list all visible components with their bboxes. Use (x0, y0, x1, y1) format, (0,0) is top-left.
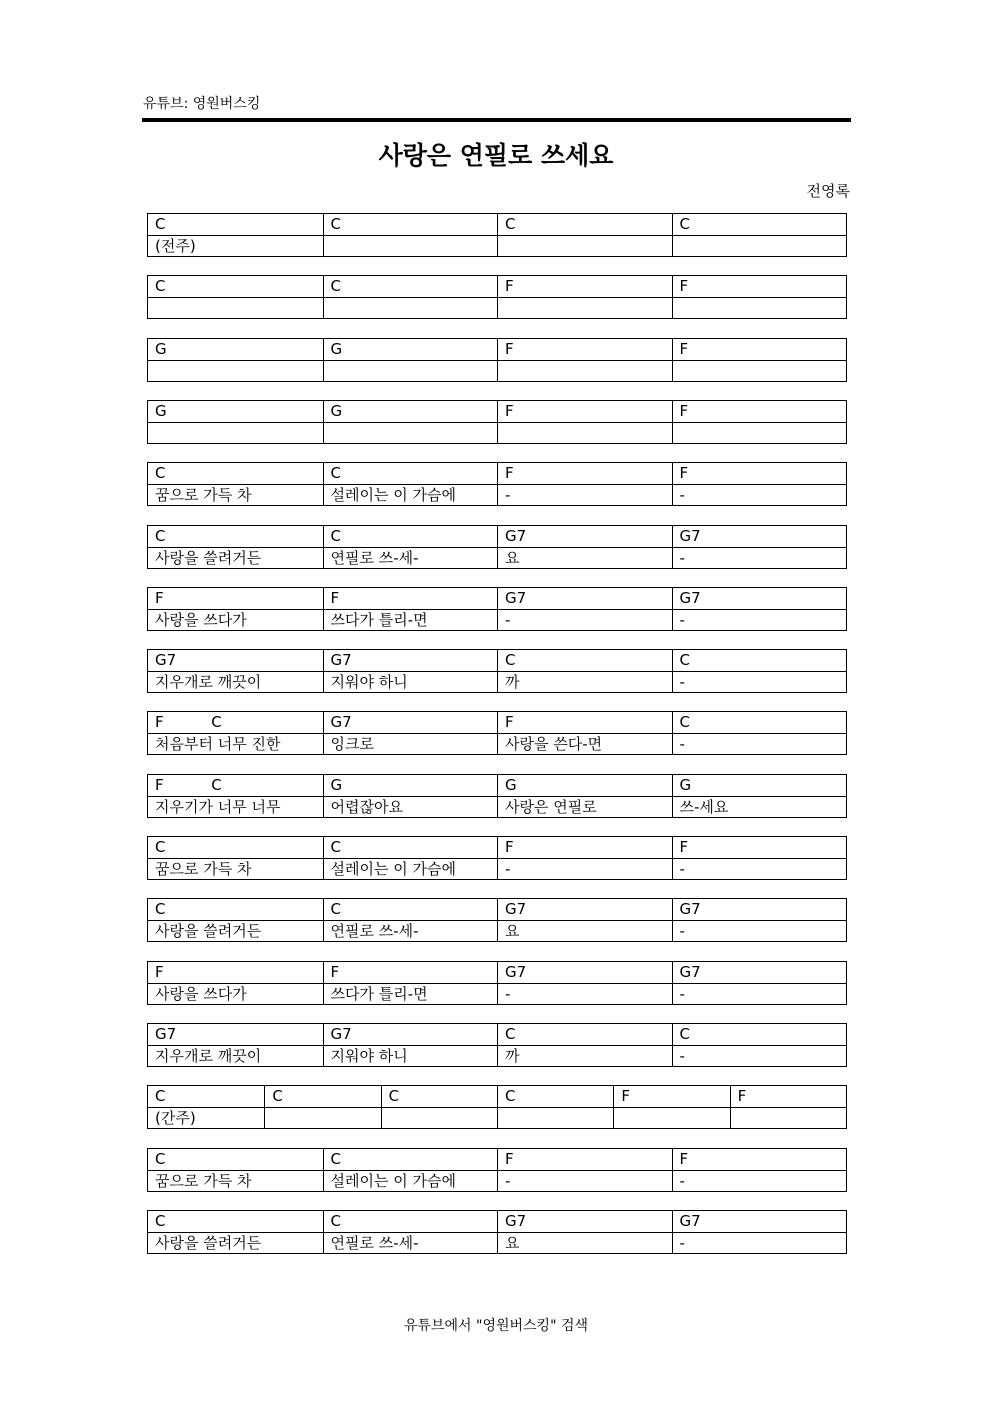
lyric-cell: 지우개로 깨끗이 (148, 671, 323, 692)
chord-cell: F C (155, 776, 222, 794)
lyric-cell (613, 1107, 729, 1128)
lyric-cell (148, 422, 323, 443)
chord-row (147, 961, 847, 1005)
chord-cell: C (323, 899, 498, 920)
lyric-cell (264, 1107, 380, 1128)
lyric-cell: 어렵잖아요 (323, 796, 498, 817)
chord-cell: F (497, 712, 672, 733)
chord-cell: G7 (497, 962, 672, 983)
chord-cell: G (672, 775, 847, 796)
chord-cell: F (730, 1086, 846, 1107)
chord-cell: C (155, 1150, 166, 1168)
lyric-cell: 사랑을 쓰다가 (148, 983, 323, 1004)
lyric-cell: 꿈으로 가득 차 (148, 484, 323, 505)
lyric-cell: - (497, 983, 672, 1004)
chord-row (147, 649, 847, 693)
chord-row (147, 525, 847, 569)
chord-row (147, 275, 847, 319)
lyric-cell: 요 (497, 1232, 672, 1253)
lyric-cell: 잉크로 (323, 733, 498, 754)
lyric-cell: 처음부터 너무 진한 (148, 733, 323, 754)
chord-row (147, 1148, 847, 1192)
chord-cell: G7 (155, 1025, 177, 1043)
chord-cell: G7 (323, 712, 498, 733)
lyric-cell: 지워야 하니 (323, 1045, 498, 1066)
chord-cell: C (323, 463, 498, 484)
chord-cell: F (613, 1086, 729, 1107)
lyric-cell: 사랑을 쓸려거든 (148, 1232, 323, 1253)
chord-cell: G7 (155, 651, 177, 669)
song-title: 사랑은 연필로 쓰세요 (378, 141, 614, 170)
chord-cell: G (155, 402, 167, 420)
lyric-cell: 사랑을 쓸려거든 (148, 547, 323, 568)
lyric-cell: - (672, 983, 847, 1004)
chord-cell: C (323, 276, 498, 297)
chord-cell: F (672, 463, 847, 484)
lyric-cell: 사랑을 쓸려거든 (148, 920, 323, 941)
chord-row (147, 836, 847, 880)
lyric-cell: - (497, 858, 672, 879)
chord-cell: C (155, 464, 166, 482)
chord-cell: G7 (323, 1024, 498, 1045)
lyric-cell: - (672, 547, 847, 568)
chord-cell: C (497, 214, 672, 235)
chord-row (147, 774, 847, 818)
chord-cell: G (323, 339, 498, 360)
lyric-cell (497, 422, 672, 443)
chord-cell: C (381, 1086, 497, 1107)
chord-row (147, 338, 847, 382)
chord-cell: G7 (323, 650, 498, 671)
lyric-cell (323, 297, 498, 318)
lyric-cell (672, 360, 847, 381)
chord-cell: F (497, 339, 672, 360)
chord-row (147, 1085, 847, 1129)
lyric-cell: 사랑을 쓴다-면 (497, 733, 672, 754)
chord-cell: F (497, 837, 672, 858)
footer-text: 유튜브에서 "영원버스킹" 검색 (403, 1318, 589, 1334)
chord-cell: C (155, 215, 166, 233)
lyric-cell: 지우개로 깨끗이 (148, 1045, 323, 1066)
chord-row (147, 898, 847, 942)
chord-cell: G7 (497, 526, 672, 547)
chord-cell: F (155, 589, 164, 607)
lyric-cell: - (672, 1232, 847, 1253)
lyric-cell (497, 235, 672, 256)
chord-cell: C (155, 277, 166, 295)
lyric-cell: 설레이는 이 가슴에 (323, 484, 498, 505)
lyric-cell: - (672, 609, 847, 630)
chord-cell: G7 (672, 962, 847, 983)
lyric-cell: - (672, 920, 847, 941)
lyric-cell: 지우기가 너무 너무 (148, 796, 323, 817)
chord-cell: F (497, 1149, 672, 1170)
chord-cell: F (323, 962, 498, 983)
channel-header: 유튜브: 영원버스킹 (143, 96, 261, 112)
chord-cell: F (323, 588, 498, 609)
lyric-cell: 요 (497, 547, 672, 568)
lyric-cell (323, 235, 498, 256)
chord-cell: C (264, 1086, 380, 1107)
chord-cell: C (672, 650, 847, 671)
lyric-cell: - (497, 1170, 672, 1191)
chord-cell: G7 (672, 1211, 847, 1232)
lyric-cell: - (672, 858, 847, 879)
lyric-cell (497, 360, 672, 381)
chord-cell: C (497, 1024, 672, 1045)
chord-cell: F (672, 276, 847, 297)
chord-cell: G (497, 775, 672, 796)
lyric-cell: 연필로 쓰-세- (323, 920, 498, 941)
lyric-cell: 까 (497, 1045, 672, 1066)
lyric-cell (148, 297, 323, 318)
lyric-cell: 꿈으로 가득 차 (148, 858, 323, 879)
lyric-cell: - (672, 671, 847, 692)
chord-cell: F (497, 276, 672, 297)
lyric-cell: - (672, 733, 847, 754)
chord-cell: G (323, 775, 498, 796)
chord-cell: C (155, 527, 166, 545)
lyric-cell (730, 1107, 846, 1128)
lyric-cell: 연필로 쓰-세- (323, 1232, 498, 1253)
chord-cell: G7 (497, 899, 672, 920)
lyric-cell: 꿈으로 가득 차 (148, 1170, 323, 1191)
chord-cell: C (672, 1024, 847, 1045)
lyric-cell (672, 297, 847, 318)
chord-cell: C (155, 1212, 166, 1230)
chord-cell: G (323, 401, 498, 422)
lyric-cell: 지워야 하니 (323, 671, 498, 692)
chord-row (147, 587, 847, 631)
chord-cell: F C (155, 713, 222, 731)
chord-cell: C (323, 526, 498, 547)
lyric-cell: 사랑을 쓰다가 (148, 609, 323, 630)
lyric-cell (497, 297, 672, 318)
chord-cell: F (672, 837, 847, 858)
lyric-cell: - (672, 484, 847, 505)
chord-cell: C (323, 214, 498, 235)
chord-row (147, 400, 847, 444)
lyric-cell: - (672, 1045, 847, 1066)
lyric-cell: 까 (497, 671, 672, 692)
chord-row (147, 711, 847, 755)
lyric-cell (323, 422, 498, 443)
chord-cell: F (155, 963, 164, 981)
lyric-cell (148, 360, 323, 381)
chord-cell: C (497, 1086, 613, 1107)
chord-cell: C (155, 1087, 166, 1105)
lyric-cell: 쓰다가 틀리-면 (323, 983, 498, 1004)
chord-cell: C (672, 712, 847, 733)
chord-row (147, 1023, 847, 1067)
lyric-cell: - (497, 484, 672, 505)
lyric-cell: 사랑은 연필로 (497, 796, 672, 817)
chord-row (147, 1210, 847, 1254)
chord-cell: C (672, 214, 847, 235)
chord-cell: F (497, 463, 672, 484)
lyric-cell (497, 1107, 613, 1128)
chord-row (147, 462, 847, 506)
chord-cell: F (672, 339, 847, 360)
chord-cell: C (323, 1211, 498, 1232)
lyric-cell: - (672, 1170, 847, 1191)
chord-cell: G7 (672, 526, 847, 547)
chord-cell: G (155, 340, 167, 358)
chord-cell: G7 (672, 899, 847, 920)
lyric-cell: - (497, 609, 672, 630)
composer-name: 전영록 (806, 182, 850, 200)
lyric-cell (381, 1107, 497, 1128)
chord-cell: F (497, 401, 672, 422)
chord-cell: C (323, 837, 498, 858)
lyric-cell: 쓰-세요 (672, 796, 847, 817)
chord-cell: C (497, 650, 672, 671)
chord-cell: C (155, 900, 166, 918)
lyric-cell (672, 422, 847, 443)
lyric-cell: 쓰다가 틀리-면 (323, 609, 498, 630)
chord-cell: G7 (672, 588, 847, 609)
lyric-cell: 요 (497, 920, 672, 941)
lyric-cell: 연필로 쓰-세- (323, 547, 498, 568)
chord-row (147, 213, 847, 257)
lyric-cell: 설레이는 이 가슴에 (323, 858, 498, 879)
chord-cell: C (323, 1149, 498, 1170)
lyric-cell (323, 360, 498, 381)
lyric-cell: (간주) (148, 1107, 264, 1128)
chord-cell: G7 (497, 1211, 672, 1232)
lyric-cell (672, 235, 847, 256)
chord-cell: G7 (497, 588, 672, 609)
chord-cell: F (672, 401, 847, 422)
chord-cell: F (672, 1149, 847, 1170)
lyric-cell: (전주) (148, 235, 323, 256)
chord-cell: C (155, 838, 166, 856)
header-divider (142, 118, 851, 122)
lyric-cell: 설레이는 이 가슴에 (323, 1170, 498, 1191)
